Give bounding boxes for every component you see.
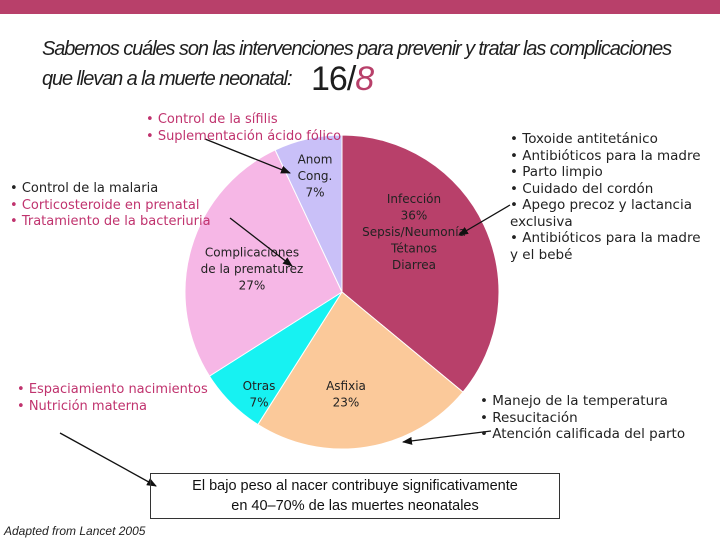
slice-otras-label: Otras 7% [242,378,276,410]
low-birth-weight-note [150,473,560,519]
intervention-item: • Apego precoz y lactancia exclusiva [510,197,710,230]
intervention-item: • Espaciamiento nacimientos [17,382,208,399]
intervention-item: • Parto limpio [510,164,710,181]
arrow-espaciamiento [60,433,156,486]
source-citation: Adapted from Lancet 2005 [4,524,146,538]
intervention-list-malaria [10,181,211,231]
intervention-item: • Corticosteroide en prenatal [10,198,211,215]
arrow-manejo [403,431,491,442]
slice-anom-cong-label: Anom Cong. 7% [297,152,333,200]
intervention-item: • Nutrición materna [17,399,208,416]
note-line1: El bajo peso al nacer contribuye significativamente [192,478,518,494]
note-line2: en 40–70% de las muertes neonatales [231,498,479,514]
intervention-item: • Suplementación ácido fólico [146,129,341,146]
score-denominator: 8 [355,60,374,98]
slide-title-line1: Sabemos cuáles son las intervenciones para prevenir y tratar las complicaciones [42,38,672,60]
intervention-item: • Toxoide antitetánico [510,131,710,148]
intervention-item: • Tratamiento de la bacteriuria [10,214,211,231]
slice-asfixia-label: Asfixia 23% [326,378,366,410]
intervention-item: • Antibióticos para la madre [510,148,710,165]
intervention-item: • Antibióticos para la madre y el bebé [510,230,710,263]
intervention-item: • Cuidado del cordón [510,181,710,198]
intervention-list-toxoide [510,131,710,263]
intervention-list-espaciamiento [17,382,208,415]
intervention-item: • Control de la malaria [10,181,211,198]
score-numerator: 16/ [311,60,356,98]
intervention-item: • Atención calificada del parto [480,426,700,443]
slice-infeccion-label: Infección 36% Sepsis/Neumonía Tétanos Diarrea [362,192,466,272]
intervention-item: • Manejo de la temperatura [480,393,700,410]
intervention-list-sifilis [146,112,341,145]
slice-prematurez-label: Complicaciones de la prematurez 27% [200,245,304,293]
intervention-item: • Control de la sífilis [146,112,341,129]
intervention-item: • Resucitación [480,410,700,427]
intervention-list-manejo [480,393,700,443]
slide-title-line2: que llevan a la muerte neonatal: [42,68,292,90]
